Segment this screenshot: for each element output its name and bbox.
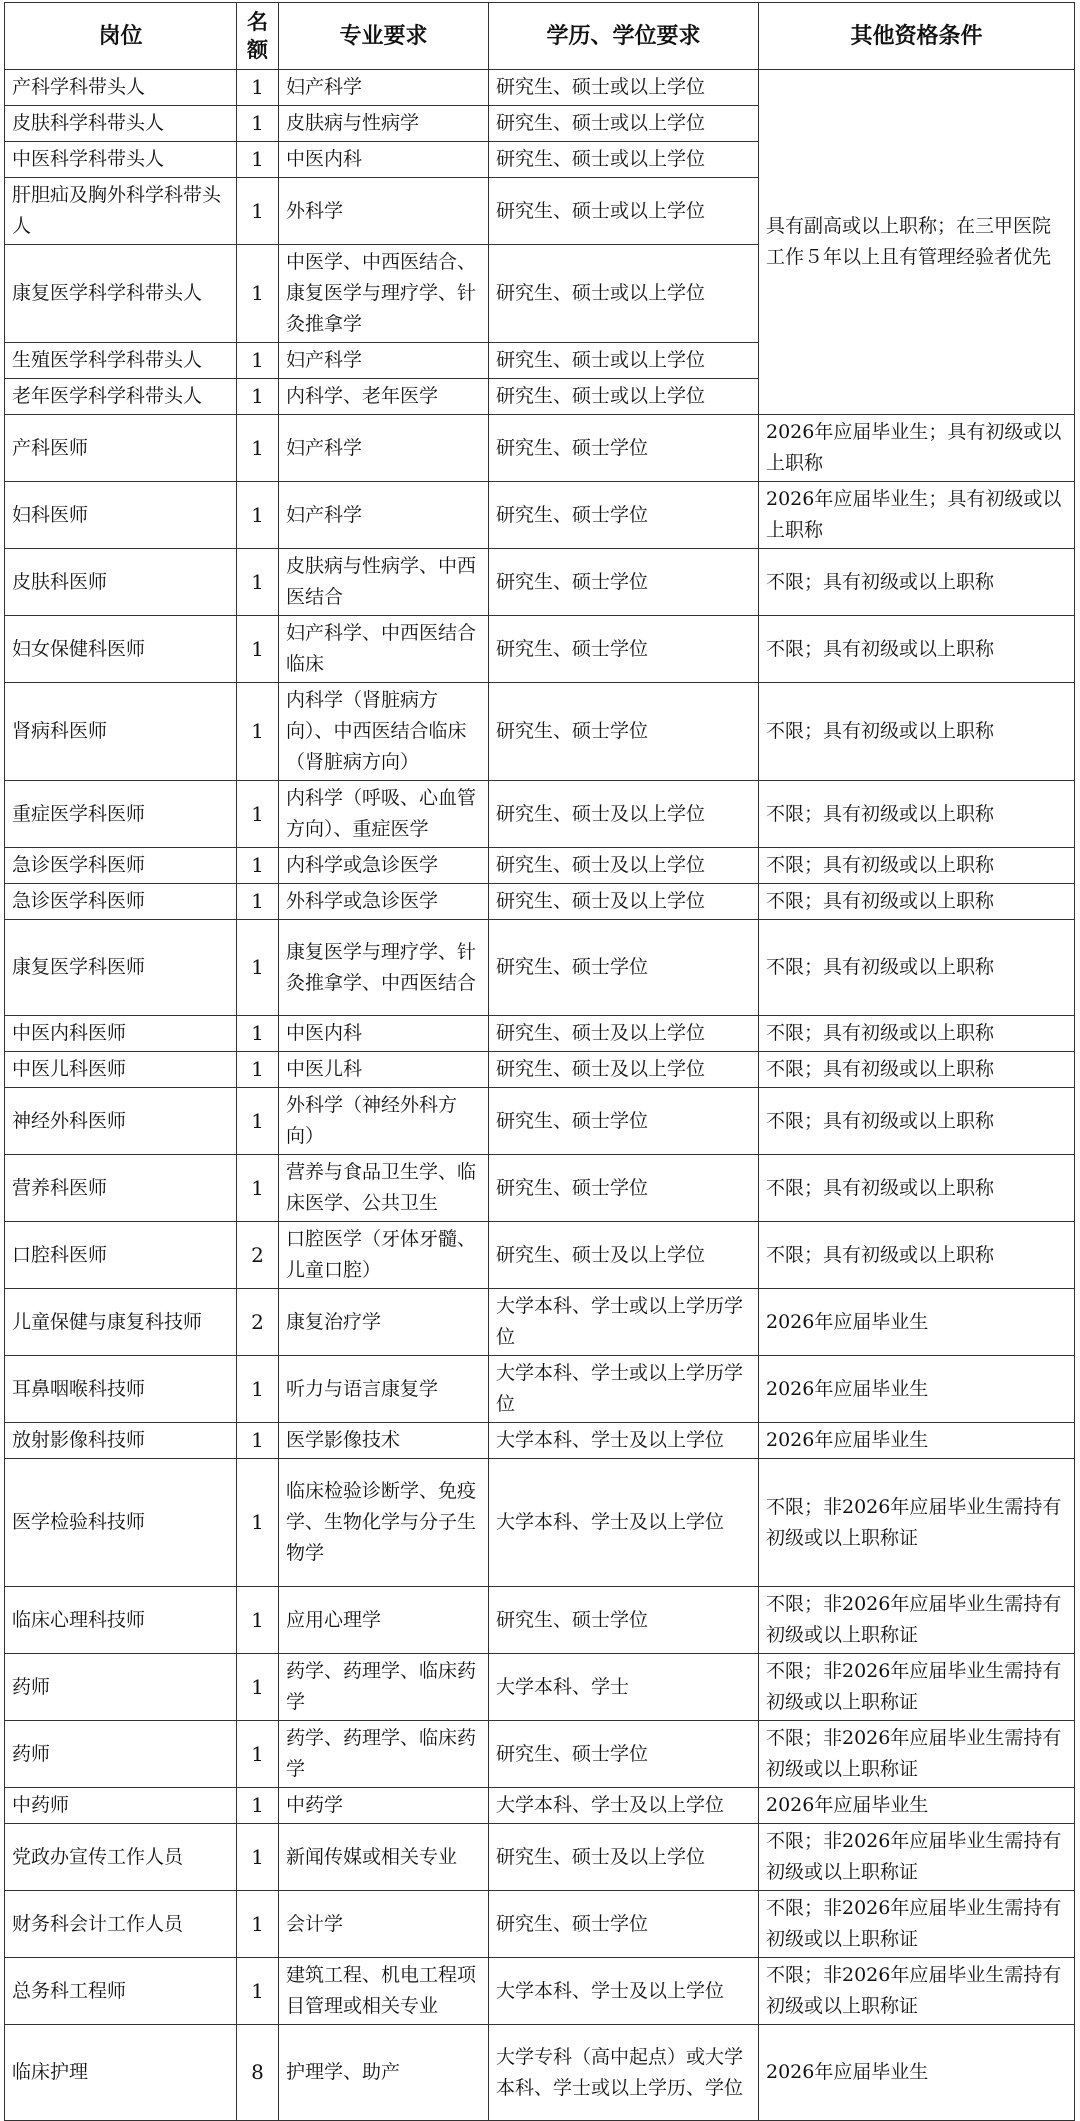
cell-other-requirements: 2026年应届毕业生；具有初级或以上职称 [759, 415, 1075, 482]
cell-quota: 1 [237, 1088, 279, 1155]
cell-quota: 1 [237, 884, 279, 920]
cell-education: 研究生、硕士及以上学位 [489, 781, 759, 848]
cell-quota: 1 [237, 616, 279, 683]
cell-other-requirements: 不限；非2026年应届毕业生需持有初级或以上职称证 [759, 1721, 1075, 1788]
cell-other-requirements: 2026年应届毕业生 [759, 2025, 1075, 2121]
cell-position: 临床护理 [5, 2025, 237, 2121]
cell-major: 康复医学与理疗学、针灸推拿学、中西医结合 [279, 920, 489, 1016]
cell-position: 营养科医师 [5, 1155, 237, 1222]
cell-other-requirements: 具有副高或以上职称；在三甲医院工作５年以上且有管理经验者优先 [759, 70, 1075, 415]
cell-major: 护理学、助产 [279, 2025, 489, 2121]
table-row [5, 1088, 1075, 1155]
cell-quota: 1 [237, 1824, 279, 1891]
cell-other-requirements: 2026年应届毕业生 [759, 1788, 1075, 1824]
cell-position: 儿童保健与康复科技师 [5, 1289, 237, 1356]
cell-major: 妇产科学 [279, 343, 489, 379]
table-row [5, 781, 1075, 848]
cell-major: 外科学（神经外科方向） [279, 1088, 489, 1155]
cell-quota: 1 [237, 1788, 279, 1824]
cell-quota: 1 [237, 1155, 279, 1222]
cell-quota: 1 [237, 1587, 279, 1654]
table-row [5, 1356, 1075, 1423]
cell-major: 皮肤病与性病学、中西医结合 [279, 549, 489, 616]
cell-quota: 2 [237, 1289, 279, 1356]
cell-education: 研究生、硕士学位 [489, 1155, 759, 1222]
table-row [5, 1155, 1075, 1222]
table-header-row [5, 3, 1075, 70]
cell-position: 康复医学科医师 [5, 920, 237, 1016]
cell-major: 中医内科 [279, 1016, 489, 1052]
cell-major: 中医内科 [279, 142, 489, 178]
cell-other-requirements: 不限；非2026年应届毕业生需持有初级或以上职称证 [759, 1891, 1075, 1958]
table-row [5, 1016, 1075, 1052]
cell-major: 中医学、中西医结合、康复医学与理疗学、针灸推拿学 [279, 245, 489, 343]
cell-education: 研究生、硕士或以上学位 [489, 70, 759, 106]
cell-major: 中医儿科 [279, 1052, 489, 1088]
table-row [5, 683, 1075, 781]
cell-other-requirements: 不限；非2026年应届毕业生需持有初级或以上职称证 [759, 1958, 1075, 2025]
cell-major: 营养与食品卫生学、临床医学、公共卫生 [279, 1155, 489, 1222]
cell-position: 中医儿科医师 [5, 1052, 237, 1088]
cell-major: 妇产科学、中西医结合临床 [279, 616, 489, 683]
cell-other-requirements: 不限；具有初级或以上职称 [759, 1155, 1075, 1222]
cell-position: 重症医学科医师 [5, 781, 237, 848]
cell-quota: 1 [237, 245, 279, 343]
cell-position: 党政办宣传工作人员 [5, 1824, 237, 1891]
cell-education: 研究生、硕士及以上学位 [489, 1824, 759, 1891]
cell-education: 研究生、硕士学位 [489, 549, 759, 616]
cell-education: 大学本科、学士及以上学位 [489, 1958, 759, 2025]
cell-quota: 1 [237, 1958, 279, 2025]
header-major: 专业要求 [279, 3, 489, 70]
cell-position: 肝胆疝及胸外科学科带头人 [5, 178, 237, 245]
cell-quota: 1 [237, 1423, 279, 1459]
cell-education: 研究生、硕士或以上学位 [489, 245, 759, 343]
cell-other-requirements: 不限；非2026年应届毕业生需持有初级或以上职称证 [759, 1587, 1075, 1654]
cell-education: 研究生、硕士学位 [489, 1891, 759, 1958]
cell-education: 大学本科、学士或以上学历学位 [489, 1289, 759, 1356]
cell-quota: 8 [237, 2025, 279, 2121]
cell-major: 内科学、老年医学 [279, 379, 489, 415]
cell-major: 外科学 [279, 178, 489, 245]
cell-major: 应用心理学 [279, 1587, 489, 1654]
cell-education: 研究生、硕士学位 [489, 920, 759, 1016]
cell-position: 总务科工程师 [5, 1958, 237, 2025]
cell-quota: 1 [237, 379, 279, 415]
cell-education: 研究生、硕士学位 [489, 1088, 759, 1155]
table-row [5, 1222, 1075, 1289]
cell-education: 大学本科、学士及以上学位 [489, 1423, 759, 1459]
cell-other-requirements: 不限；非2026年应届毕业生需持有初级或以上职称证 [759, 1459, 1075, 1587]
cell-education: 研究生、硕士或以上学位 [489, 142, 759, 178]
table-row [5, 1423, 1075, 1459]
cell-major: 新闻传媒或相关专业 [279, 1824, 489, 1891]
cell-other-requirements: 2026年应届毕业生 [759, 1356, 1075, 1423]
cell-major: 妇产科学 [279, 482, 489, 549]
cell-education: 大学本科、学士 [489, 1654, 759, 1721]
cell-education: 研究生、硕士及以上学位 [489, 1052, 759, 1088]
table-row [5, 482, 1075, 549]
cell-other-requirements: 不限；具有初级或以上职称 [759, 920, 1075, 1016]
cell-other-requirements: 不限；具有初级或以上职称 [759, 884, 1075, 920]
cell-position: 肾病科医师 [5, 683, 237, 781]
table-row [5, 1289, 1075, 1356]
cell-position: 皮肤科医师 [5, 549, 237, 616]
cell-education: 研究生、硕士及以上学位 [489, 1016, 759, 1052]
cell-position: 中药师 [5, 1788, 237, 1824]
cell-quota: 1 [237, 106, 279, 142]
cell-other-requirements: 2026年应届毕业生；具有初级或以上职称 [759, 482, 1075, 549]
header-education: 学历、学位要求 [489, 3, 759, 70]
cell-position: 耳鼻咽喉科技师 [5, 1356, 237, 1423]
cell-education: 研究生、硕士或以上学位 [489, 178, 759, 245]
cell-other-requirements: 不限；具有初级或以上职称 [759, 1088, 1075, 1155]
cell-quota: 1 [237, 1721, 279, 1788]
cell-other-requirements: 不限；具有初级或以上职称 [759, 549, 1075, 616]
cell-position: 临床心理科技师 [5, 1587, 237, 1654]
cell-education: 研究生、硕士或以上学位 [489, 106, 759, 142]
cell-other-requirements: 不限；非2026年应届毕业生需持有初级或以上职称证 [759, 1654, 1075, 1721]
cell-quota: 1 [237, 1891, 279, 1958]
table-row [5, 1459, 1075, 1587]
cell-major: 外科学或急诊医学 [279, 884, 489, 920]
cell-education: 研究生、硕士及以上学位 [489, 1222, 759, 1289]
table-row [5, 1654, 1075, 1721]
cell-education: 研究生、硕士学位 [489, 1587, 759, 1654]
table-row [5, 70, 1075, 106]
cell-position: 妇科医师 [5, 482, 237, 549]
cell-education: 研究生、硕士学位 [489, 1721, 759, 1788]
table-row [5, 1958, 1075, 2025]
cell-position: 康复医学科学科带头人 [5, 245, 237, 343]
cell-education: 研究生、硕士学位 [489, 415, 759, 482]
header-other: 其他资格条件 [759, 3, 1075, 70]
cell-other-requirements: 不限；具有初级或以上职称 [759, 683, 1075, 781]
cell-major: 妇产科学 [279, 70, 489, 106]
header-quota: 名额 [237, 3, 279, 70]
table-row [5, 2025, 1075, 2121]
cell-education: 大学本科、学士或以上学历学位 [489, 1356, 759, 1423]
table-row [5, 1824, 1075, 1891]
cell-position: 药师 [5, 1654, 237, 1721]
cell-other-requirements: 2026年应届毕业生 [759, 1289, 1075, 1356]
cell-position: 急诊医学科医师 [5, 884, 237, 920]
cell-position: 生殖医学科学科带头人 [5, 343, 237, 379]
table-row [5, 549, 1075, 616]
cell-education: 大学本科、学士及以上学位 [489, 1788, 759, 1824]
cell-quota: 1 [237, 1654, 279, 1721]
cell-quota: 1 [237, 178, 279, 245]
table-row [5, 1721, 1075, 1788]
cell-education: 研究生、硕士学位 [489, 683, 759, 781]
cell-other-requirements: 2026年应届毕业生 [759, 1423, 1075, 1459]
cell-position: 中医科学科带头人 [5, 142, 237, 178]
cell-other-requirements: 不限；具有初级或以上职称 [759, 1052, 1075, 1088]
cell-major: 听力与语言康复学 [279, 1356, 489, 1423]
cell-position: 妇女保健科医师 [5, 616, 237, 683]
header-position: 岗位 [5, 3, 237, 70]
cell-major: 康复治疗学 [279, 1289, 489, 1356]
cell-major: 会计学 [279, 1891, 489, 1958]
cell-major: 内科学或急诊医学 [279, 848, 489, 884]
cell-position: 皮肤科学科带头人 [5, 106, 237, 142]
cell-quota: 1 [237, 142, 279, 178]
cell-education: 研究生、硕士及以上学位 [489, 884, 759, 920]
cell-education: 研究生、硕士或以上学位 [489, 379, 759, 415]
cell-major: 内科学（肾脏病方向）、中西医结合临床（肾脏病方向） [279, 683, 489, 781]
recruitment-document [4, 2, 1075, 2121]
table-row [5, 920, 1075, 1016]
cell-other-requirements: 不限；具有初级或以上职称 [759, 848, 1075, 884]
cell-education: 研究生、硕士或以上学位 [489, 343, 759, 379]
cell-quota: 1 [237, 70, 279, 106]
cell-quota: 1 [237, 1052, 279, 1088]
cell-quota: 1 [237, 482, 279, 549]
cell-quota: 2 [237, 1222, 279, 1289]
cell-position: 急诊医学科医师 [5, 848, 237, 884]
table-row [5, 1891, 1075, 1958]
table-row [5, 616, 1075, 683]
cell-position: 产科学科带头人 [5, 70, 237, 106]
cell-position: 放射影像科技师 [5, 1423, 237, 1459]
cell-quota: 1 [237, 1016, 279, 1052]
cell-quota: 1 [237, 343, 279, 379]
table-row [5, 884, 1075, 920]
cell-major: 内科学（呼吸、心血管方向）、重症医学 [279, 781, 489, 848]
cell-major: 建筑工程、机电工程项目管理或相关专业 [279, 1958, 489, 2025]
cell-position: 产科医师 [5, 415, 237, 482]
cell-quota: 1 [237, 1459, 279, 1587]
cell-quota: 1 [237, 683, 279, 781]
cell-major: 药学、药理学、临床药学 [279, 1721, 489, 1788]
cell-position: 财务科会计工作人员 [5, 1891, 237, 1958]
cell-position: 神经外科医师 [5, 1088, 237, 1155]
cell-education: 大学专科（高中起点）或大学本科、学士或以上学历、学位 [489, 2025, 759, 2121]
cell-other-requirements: 不限；具有初级或以上职称 [759, 1016, 1075, 1052]
recruitment-table [4, 2, 1075, 2121]
cell-major: 妇产科学 [279, 415, 489, 482]
cell-position: 药师 [5, 1721, 237, 1788]
cell-position: 中医内科医师 [5, 1016, 237, 1052]
table-row [5, 1587, 1075, 1654]
cell-position: 老年医学科学科带头人 [5, 379, 237, 415]
cell-quota: 1 [237, 920, 279, 1016]
cell-quota: 1 [237, 549, 279, 616]
cell-position: 口腔科医师 [5, 1222, 237, 1289]
cell-quota: 1 [237, 848, 279, 884]
cell-major: 临床检验诊断学、免疫学、生物化学与分子生物学 [279, 1459, 489, 1587]
cell-quota: 1 [237, 415, 279, 482]
table-row [5, 848, 1075, 884]
cell-education: 研究生、硕士学位 [489, 616, 759, 683]
cell-quota: 1 [237, 1356, 279, 1423]
cell-other-requirements: 不限；具有初级或以上职称 [759, 781, 1075, 848]
cell-other-requirements: 不限；具有初级或以上职称 [759, 1222, 1075, 1289]
cell-major: 口腔医学（牙体牙髓、儿童口腔） [279, 1222, 489, 1289]
cell-other-requirements: 不限；具有初级或以上职称 [759, 616, 1075, 683]
cell-position: 医学检验科技师 [5, 1459, 237, 1587]
table-body [5, 70, 1075, 2121]
cell-major: 医学影像技术 [279, 1423, 489, 1459]
table-row [5, 415, 1075, 482]
cell-major: 药学、药理学、临床药学 [279, 1654, 489, 1721]
cell-education: 大学本科、学士及以上学位 [489, 1459, 759, 1587]
cell-other-requirements: 不限；非2026年应届毕业生需持有初级或以上职称证 [759, 1824, 1075, 1891]
cell-major: 中药学 [279, 1788, 489, 1824]
cell-education: 研究生、硕士及以上学位 [489, 848, 759, 884]
cell-quota: 1 [237, 781, 279, 848]
cell-education: 研究生、硕士学位 [489, 482, 759, 549]
cell-major: 皮肤病与性病学 [279, 106, 489, 142]
table-row [5, 1052, 1075, 1088]
table-row [5, 1788, 1075, 1824]
